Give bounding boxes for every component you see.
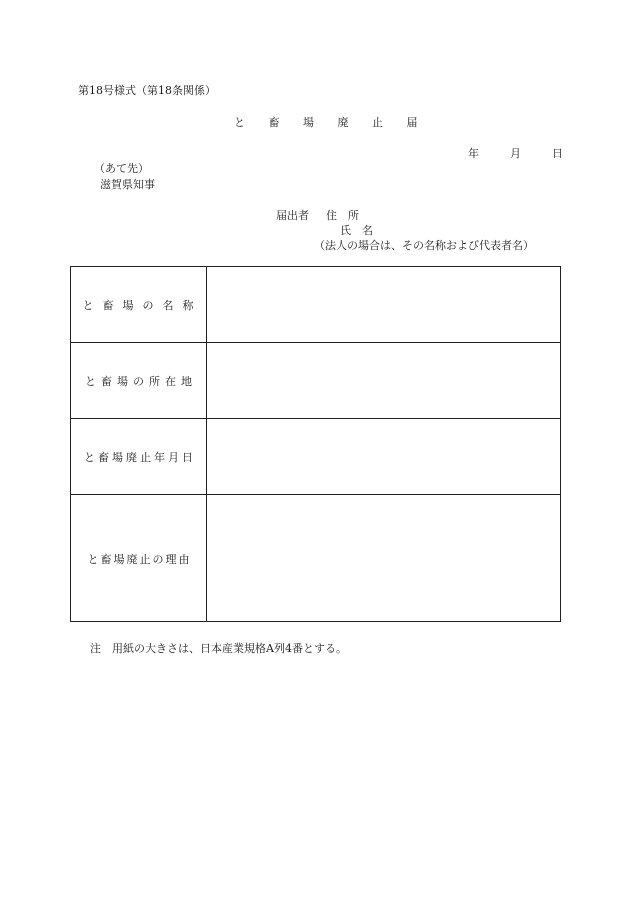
name-label: 氏 名 — [340, 224, 373, 237]
date-day-label: 日 — [552, 147, 563, 160]
paper-size-note: 注 用紙の大きさは、日本産業規格A列4番とする。 — [90, 642, 347, 655]
table-row — [71, 419, 560, 495]
facility-location-field[interactable] — [207, 343, 560, 418]
closure-date-field[interactable] — [207, 419, 560, 494]
row-label-facility-name: と畜場の名称 — [71, 267, 207, 342]
closure-reason-field[interactable] — [207, 495, 560, 622]
date-line — [468, 145, 563, 161]
corporation-note: （法人の場合は、その名称および代表者名） — [314, 239, 534, 252]
applicant-label: 届出者 — [276, 209, 309, 222]
table-row — [71, 267, 560, 343]
date-month-label: 月 — [510, 147, 521, 160]
row-label-closure-date: と畜場廃止年月日 — [71, 419, 207, 494]
date-year-label: 年 — [468, 147, 479, 160]
row-label-closure-reason: と畜場廃止の理由 — [71, 495, 207, 622]
form-table — [70, 266, 561, 622]
addressee-prefix: （あて先） — [94, 162, 149, 175]
document-title: と 畜 場 廃 止 届 — [234, 116, 428, 129]
form-number: 第18号様式（第18条関係） — [78, 84, 216, 97]
table-row — [71, 343, 560, 419]
address-label: 住 所 — [326, 209, 359, 222]
row-label-facility-location: と畜場の所在地 — [71, 343, 207, 418]
table-row — [71, 495, 560, 622]
addressee-name: 滋賀県知事 — [100, 178, 155, 191]
facility-name-field[interactable] — [207, 267, 560, 342]
